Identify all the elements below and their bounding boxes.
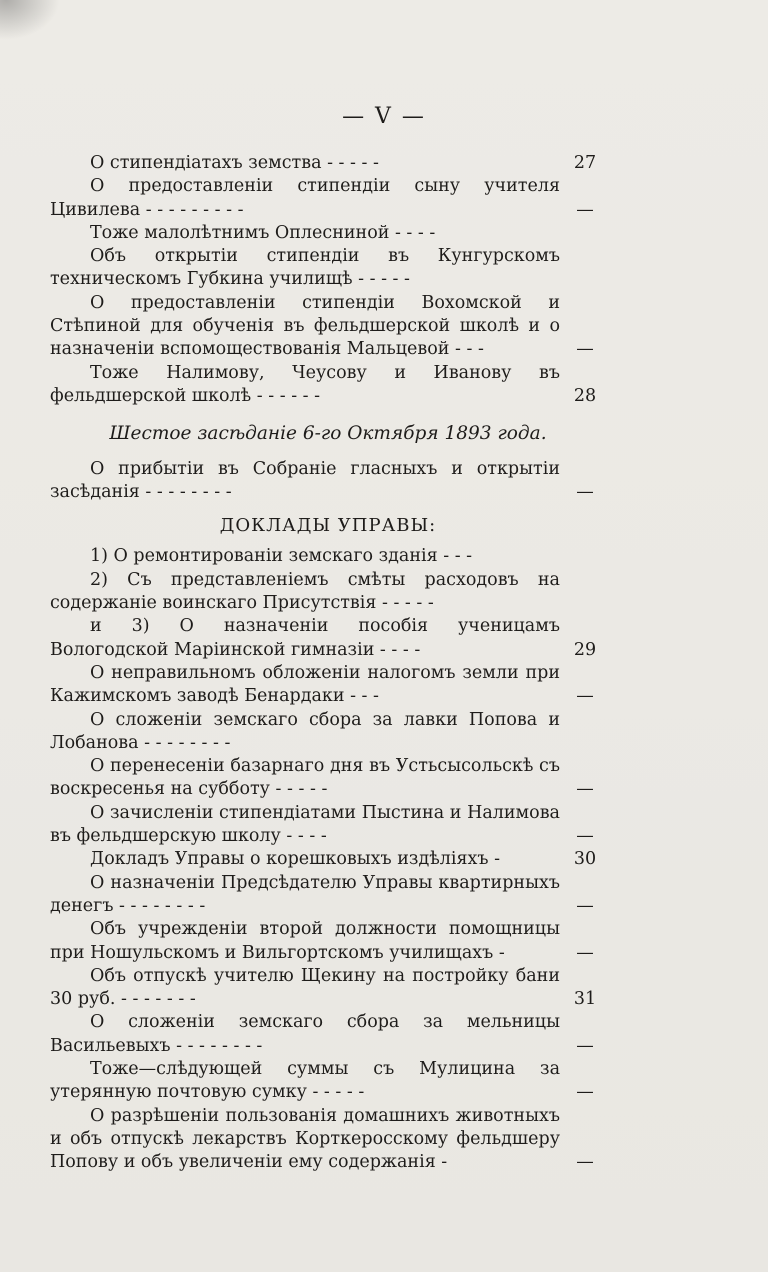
entries-group-c (50, 545, 606, 1174)
entries-group-b (50, 458, 606, 505)
toc-entry (50, 1105, 606, 1175)
toc-entry-text: О перенесеніи базарнаго дня въ Устьсысольскѣ съ воскресенья на субботу - - - - - (50, 756, 560, 800)
toc-entry (50, 918, 606, 965)
toc-entry (50, 872, 606, 919)
toc-entry-page: — (576, 481, 594, 502)
toc-entry-page: — (576, 686, 594, 707)
session-subtitle: Шестое засѣданіе 6-го Октября 1893 года. (109, 423, 547, 445)
toc-entry-text: О предоставленіи стипендіи сыну учителя Цивилева - - - - - - - - - (50, 176, 560, 220)
toc-entry-text: О неправильномъ обложеніи налогомъ земли при Кажимскомъ заводѣ Бенардаки - - - (50, 662, 560, 707)
toc-entry (50, 755, 606, 802)
toc-entry (50, 709, 606, 756)
toc-entry-text: О предоставленіи стипендіи Вохомской и Стѣпиной для обученія въ фельдшерской школѣ и о назначеніи вспомоществованія Мальцевой - - - (50, 292, 560, 360)
toc-entry (50, 292, 606, 362)
toc-entry (50, 802, 606, 849)
toc-entry-text: О стипендіатахъ земства - - - - - (90, 153, 379, 173)
toc-entry-page: 29 (573, 639, 597, 660)
toc-entry-text: О разрѣшеніи пользованія домашнихъ животныхъ и объ отпускѣ лекарствъ Корткеросскому фельдшеру Попову и объ увеличеніи ему содержанія - (50, 1105, 560, 1173)
toc-entry (50, 615, 606, 662)
toc-entry (50, 1058, 606, 1105)
toc-entry-page: 28 (573, 385, 597, 406)
toc-entry (50, 458, 606, 505)
toc-entry-text: Объ учрежденіи второй должности помощницы при Ношульскомъ и Вильгортскомъ училищахъ - (50, 919, 560, 963)
toc-entry-text: Докладъ Управы о корешковыхъ издѣліяхъ - (90, 849, 501, 870)
toc-entry-page: — (576, 779, 594, 800)
toc-entry-page: — (576, 942, 594, 963)
toc-entry-text: Тоже—слѣдующей суммы съ Мулицина за утерянную почтовую сумку - - - - - (50, 1058, 560, 1103)
toc-entry-text: О прибытіи въ Собраніе гласныхъ и открытіи засѣданія - - - - - - - - (50, 458, 560, 502)
toc-entry (50, 245, 606, 292)
toc-entry-page: — (576, 1082, 594, 1103)
toc-entry-text: О сложеніи земскаго сбора за лавки Попова и Лобанова - - - - - - - - (50, 709, 560, 753)
toc-entry-page: — (576, 826, 594, 847)
page-header: — V — (342, 104, 426, 129)
toc-entry-text: Объ открытіи стипендіи въ Кунгурскомъ техническомъ Губкина училищѣ - - - - - (50, 246, 560, 290)
toc-entry (50, 848, 606, 871)
toc-entry (50, 175, 606, 222)
toc-entry-page: — (576, 1035, 594, 1056)
entries-group-a (50, 152, 606, 408)
toc-entry-text: 2) Съ представленіемъ смѣты расходовъ на содержаніе воинскаго Присутствія - - - - - (50, 569, 560, 614)
toc-entry (50, 545, 606, 568)
toc-entry (50, 965, 606, 1012)
toc-entry-text: Тоже Налимову, Чеусову и Иванову въ фельдшерской школѣ - - - - - - (50, 362, 560, 406)
toc-entry-text: и 3) О назначеніи пособія ученицамъ Вологодской Маріинской гимназіи - - - - (50, 616, 560, 660)
toc-entry-page: 27 (573, 153, 597, 173)
toc-entry (50, 222, 606, 245)
toc-entry-text: Объ отпускѣ учителю Щекину на постройку бани 30 руб. - - - - - - - (50, 965, 560, 1010)
toc-entry-text: 1) О ремонтированіи земскаго зданія - - - (90, 546, 473, 567)
section-title: ДОКЛАДЫ УПРАВЫ: (219, 515, 437, 537)
toc-entry-page: — (576, 895, 594, 916)
toc-entry-text: О сложеніи земскаго сбора за мельницы Васильевыхъ - - - - - - - - (50, 1012, 560, 1056)
toc-entry (50, 362, 606, 409)
toc-entry-page: 31 (573, 989, 597, 1010)
scan-shadow (0, 0, 60, 40)
toc-entry (50, 1011, 606, 1058)
toc-entry-text: О назначеніи Предсѣдателю Управы квартирныхъ денегъ - - - - - - - - (50, 872, 560, 916)
toc-entry-page: — (576, 339, 594, 360)
toc-entry (50, 152, 606, 175)
toc-entry-text: О зачисленіи стипендіатами Пыстина и Налимова въ фельдшерскую школу - - - - (50, 802, 560, 847)
toc-entry (50, 569, 606, 616)
toc-entry-text: Тоже малолѣтнимъ Оплесниной - - - - (90, 222, 436, 243)
toc-entry-page: — (576, 1152, 594, 1173)
table-of-contents (50, 152, 606, 1174)
toc-entry (50, 662, 606, 709)
toc-entry-page: — (576, 199, 594, 220)
toc-entry-page: 30 (573, 849, 597, 870)
